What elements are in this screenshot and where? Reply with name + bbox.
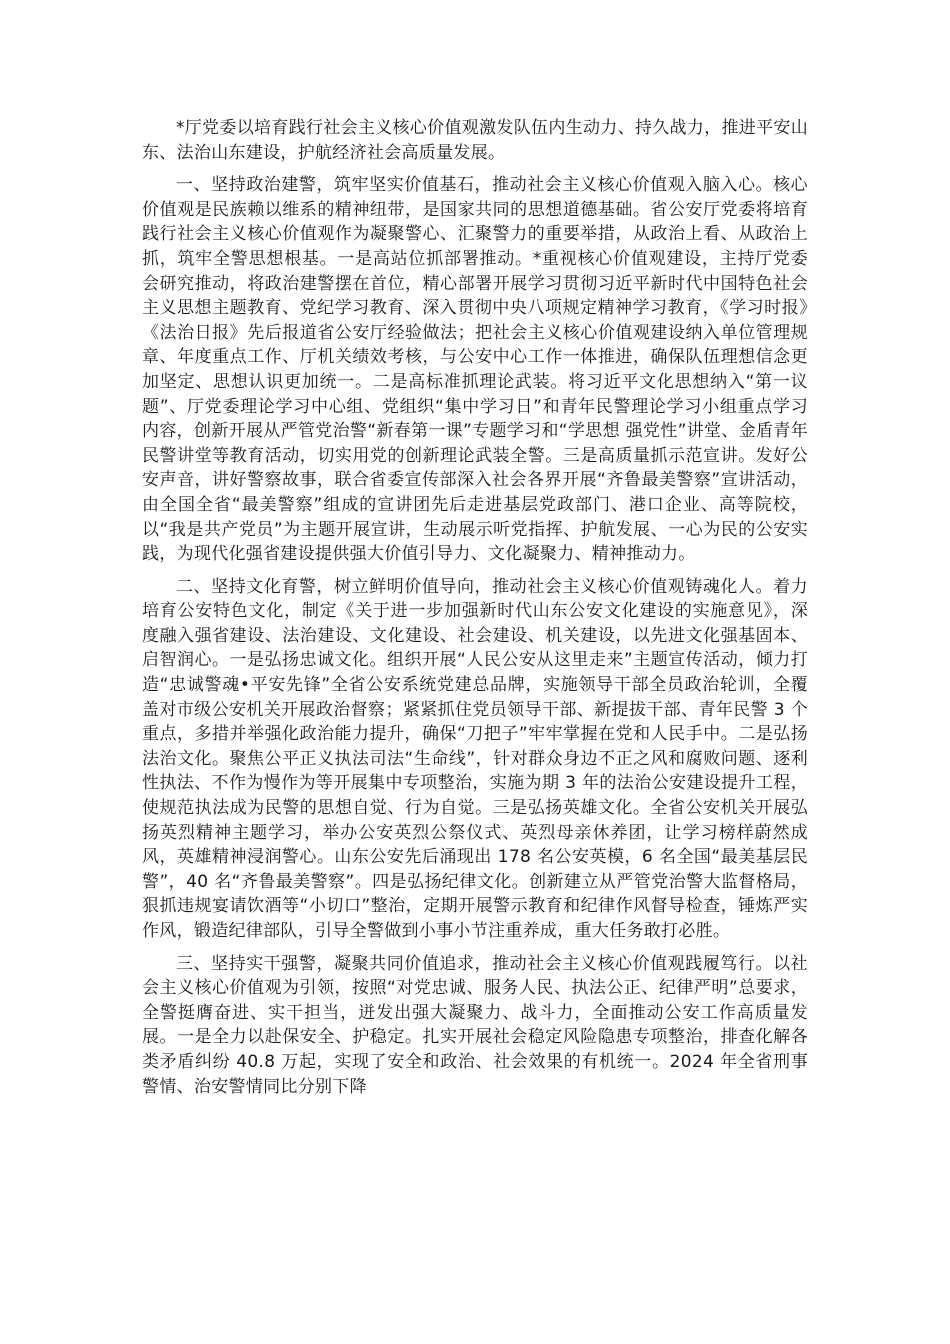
document-page: [142, 116, 808, 1107]
paragraph-section-2: 二、坚持文化育警，树立鲜明价值导向，推动社会主义核心价值观铸魂化人。着力培育公安特色文化，制定《关于进一步加强新时代山东公安文化建设的实施意见》，深度融入强省建设、法治建设、文化建设、社会建设、机关建设，以先进文化强基固本、启智润心。一是弘扬忠诚文化。组织开展“人民公安从这里走来”主题宣传活动，倾力打造“忠诚警魂•平安先锋”全省公安系统党建总品牌，实施领导干部全员政治轮训，全覆盖对市级公安机关开展政治督察；紧紧抓住党员领导干部、新提拔干部、青年民警 3 个重点，多措并举强化政治能力提升，确保“刀把子”牢牢掌握在党和人民手中。二是弘扬法治文化。聚焦公平正义执法司法“生命线”，针对群众身边不正之风和腐败问题、逐利性执法、不作为慢作为等开展集中专项整治，实施为期 3 年的法治公安建设提升工程，使规范执法成为民警的思想自觉、行为自觉。三是弘扬英雄文化。全省公安机关开展弘扬英烈精神主题学习，举办公安英烈公祭仪式、英烈母亲休养团，让学习榜样蔚然成风，英雄精神浸润警心。山东公安先后涌现出 178 名公安英模，6 名全国“最美基层民警”，40 名“齐鲁最美警察”。四是弘扬纪律文化。创新建立从严管党治警大监督格局，狠抓违规宴请饮酒等“小切口”整治，定期开展警示教育和纪律作风督导检查，锤炼严实作风，锻造纪律部队，引导全警做到小事小节注重养成，重大任务敢打必胜。: [142, 576, 808, 941]
paragraph-intro: *厅党委以培育践行社会主义核心价值观激发队伍内生动力、持久战力，推进平安山东、法治山东建设，护航经济社会高质量发展。: [142, 118, 808, 163]
paragraph-section-1: 一、坚持政治建警，筑牢坚实价值基石，推动社会主义核心价值观入脑入心。核心价值观是民族赖以维系的精神纽带，是国家共同的思想道德基础。省公安厅党委将培育践行社会主义核心价值观作为凝聚警心、汇聚警力的重要举措，从政治上看、从政治上抓，筑牢全警思想根基。一是高站位抓部署推动。*重视核心价值观建设，主持厅党委会研究推动，将政治建警摆在首位，精心部署开展学习贯彻习近平新时代中国特色社会主义思想主题教育、党纪学习教育、深入贯彻中央八项规定精神学习教育，《学习时报》《法治日报》先后报道省公安厅经验做法；把社会主义核心价值观建设纳入单位管理规章、年度重点工作、厅机关绩效考核，与公安中心工作一体推进，确保队伍理想信念更加坚定、思想认识更加统一。二是高标准抓理论武装。将习近平文化思想纳入“第一议题”、厅党委理论学习中心组、党组织“集中学习日”和青年民警理论学习小组重点学习内容，创新开展从严管党治警“新春第一课”专题学习和“学思想 强党性”讲堂、金盾青年民警讲堂等教育活动，切实用党的创新理论武装全警。三是高质量抓示范宣讲。发好公安声音，讲好警察故事，联合省委宣传部深入社会各界开展“齐鲁最美警察”宣讲活动，由全国全省“最美警察”组成的宣讲团先后走进基层党政部门、港口企业、高等院校，以“我是共产党员”为主题开展宣讲，生动展示听党指挥、护航发展、一心为民的公安实践，为现代化强省建设提供强大价值引导力、文化凝聚力、精神推动力。: [142, 175, 808, 565]
paragraph-section-3: 三、坚持实干强警，凝聚共同价值追求，推动社会主义核心价值观践履笃行。以社会主义核心价值观为引领，按照“对党忠诚、服务人民、执法公正、纪律严明”总要求，全警挺膺奋进、实干担当，迸发出强大凝聚力、战斗力，全面推动公安工作高质量发展。一是全力以赴保安全、护稳定。扎实开展社会稳定风险隐患专项整治，排查化解各类矛盾纠纷 40.8 万起，实现了安全和政治、社会效果的有机统一。2024 年全省刑事警情、治安警情同比分别下降: [142, 953, 808, 1097]
